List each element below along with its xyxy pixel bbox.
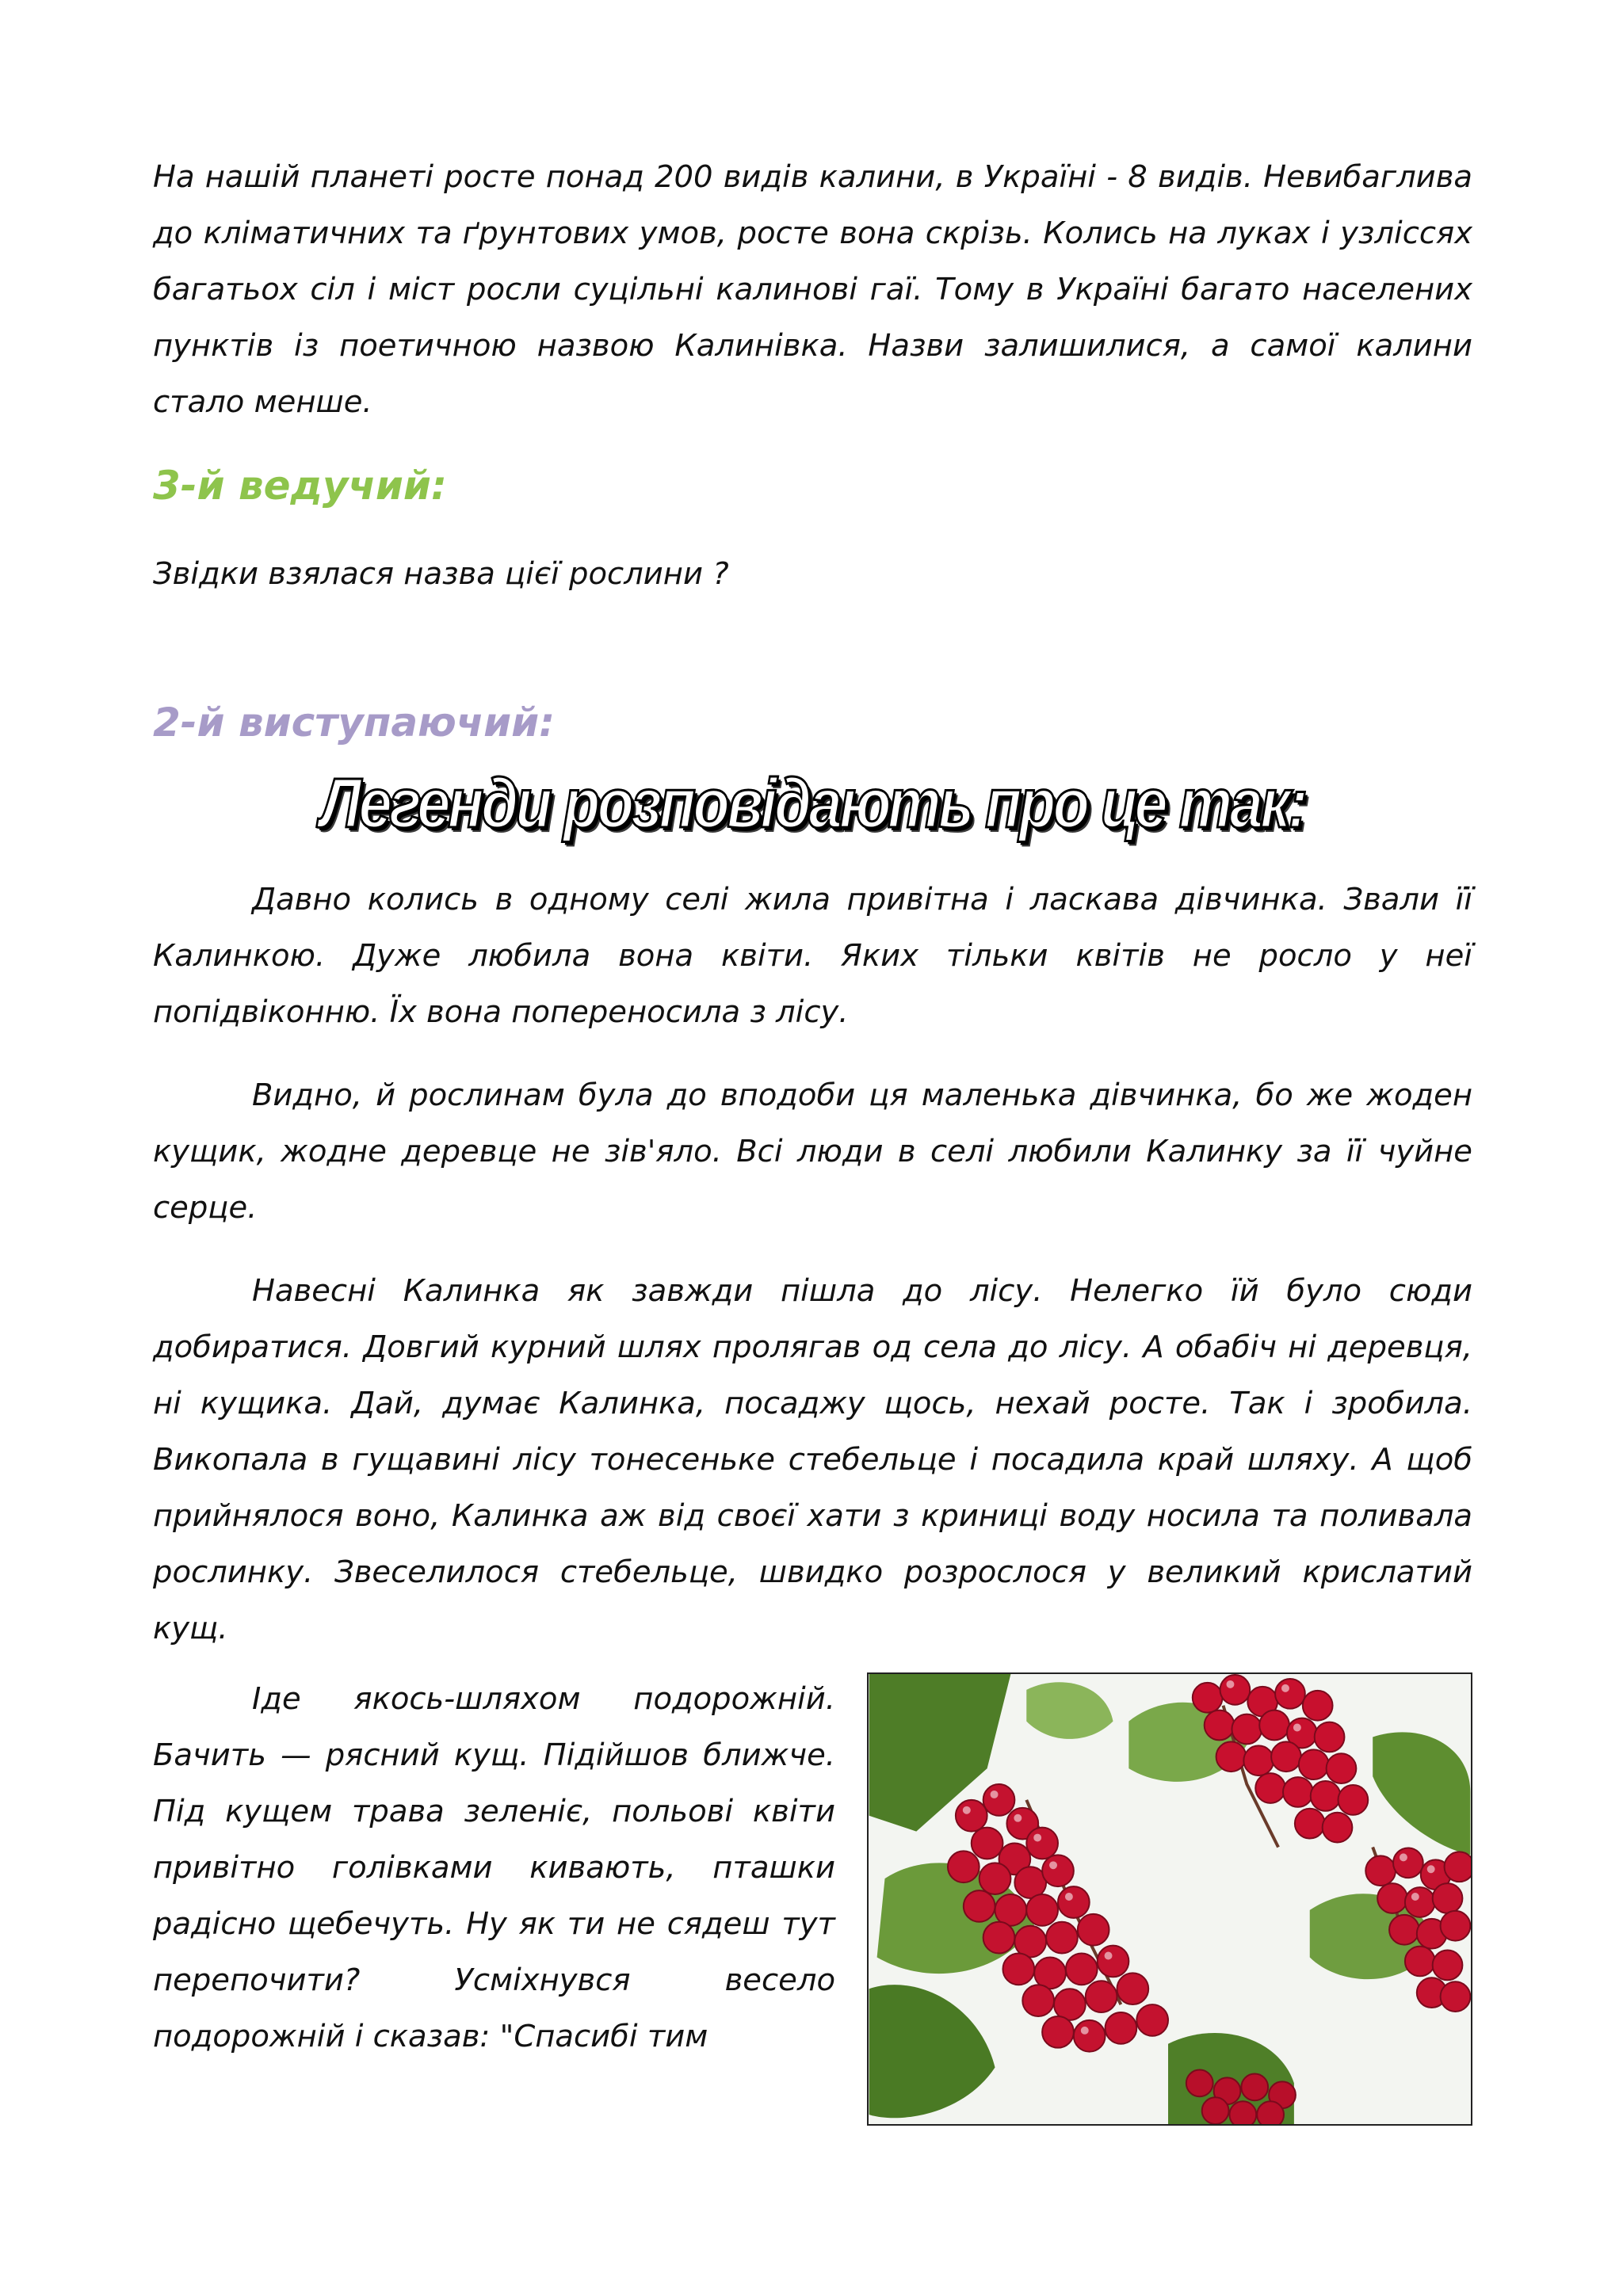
wordart-title: Легенди розповідають про це так:: [320, 764, 1305, 842]
question-line: Звідки взялася назва цієї рослини ?: [153, 556, 729, 592]
viburnum-berries-illustration: [869, 1674, 1471, 2124]
legend-paragraph-1: Давно колись в одному селі жила привітна і ласкава дівчинка. Звали її Калинкою. Дуже любила вона квіти. Яких тільки квітів не росло у неї попідвіконню. Їх вона попереносила з лісу.: [153, 882, 1472, 1030]
legend-with-image: [153, 1671, 1472, 2065]
intro-paragraph: На нашій планеті росте понад 200 видів калини, в Україні - 8 видів. Невибаглива до кліматичних та ґрунтових умов, росте вона скрізь. Колись на луках і узліссях багатьох сіл і міст росли суцільні калинові гаї. Тому в Україні багато населених пунктів із поетичною назвою Калинівка. Назви залишилися, а самої калини стало менше.: [153, 159, 1472, 420]
legend-paragraph-4: Іде якось-шляхом подорожній. Бачить — рясний кущ. Підійшов ближче. Під кущем трава зеленіє, польові квіти привітно голівками кивають, пташки радісно щебечуть. Ну як ти не сядеш тут перепочити? Усміхнувся весело подорожній і сказав: "Спасибі тим: [153, 1681, 835, 2054]
legend-paragraph-3: Навесні Калинка як завжди пішла до лісу. Нелегко їй було сюди добиратися. Довгий курний шлях пролягав од села до лісу. А обабіч ні деревця, ні кущика. Дай, думає Калинка, посаджу щось, нехай росте. Так і зробила. Викопала в гущавині лісу тонесеньке стебельце і посадила край шляху. А щоб прийнялося воно, Калинка аж від своєї хати з криниці воду носила та поливала рослинку. Звеселилося стебельце, швидко розрослося у великий крислатий кущ.: [153, 1273, 1472, 1646]
legend-paragraph-2: Видно, й рослинам була до вподоби ця маленька дівчинка, бо же жоден кущик, жодне деревце не зів'яло. Всі люди в селі любили Калинку за її чуйне серце.: [153, 1077, 1472, 1226]
speaker-2-heading: 2-й виступаючий:: [153, 700, 556, 746]
speaker-3-heading: 3-й ведучий:: [153, 463, 447, 509]
document-body: [153, 149, 1472, 2126]
viburnum-berries-image: [867, 1672, 1472, 2126]
